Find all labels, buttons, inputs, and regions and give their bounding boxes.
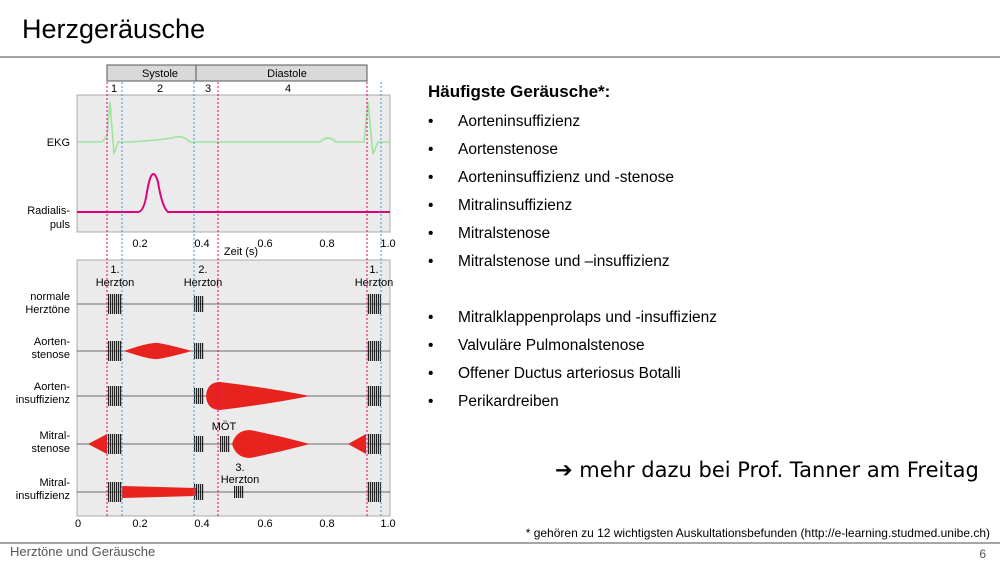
top-tick-02: 0.2 (132, 238, 148, 250)
first-heart-sound-again-text: Herzton (354, 277, 394, 289)
list-item (428, 138, 717, 166)
bottom-tick-08: 0.8 (319, 518, 335, 530)
list-item-text: Mitralstenose (458, 225, 551, 242)
third-heart-sound-num: 3. (235, 462, 245, 474)
row-label-mi-1: Mitral- (39, 477, 70, 489)
top-tick-10: 1.0 (380, 238, 396, 250)
list-item-text: Aorteninsuffizienz (458, 113, 581, 130)
phase-number-4: 4 (284, 83, 292, 95)
arrow-right-icon: ➔ (555, 458, 573, 482)
first-heart-sound-num: 1. (110, 264, 120, 276)
murmur-list-heading: Häufigste Geräusche*: (428, 82, 611, 101)
bottom-tick-06: 0.6 (257, 518, 273, 530)
bullet: • (428, 197, 434, 214)
phase-number-1: 1 (110, 83, 118, 95)
bullet: • (428, 253, 434, 270)
time-axis-label: Zeit (s) (223, 246, 259, 258)
list-item-text: Valvuläre Pulmonalstenose (458, 337, 645, 354)
row-label-ms-2: stenose (31, 443, 70, 455)
mot-label: MÖT (211, 421, 237, 433)
phase-number-3: 3 (204, 83, 212, 95)
list-spacer (428, 278, 717, 306)
top-tick-04: 0.4 (194, 238, 210, 250)
first-heart-sound-text: Herzton (95, 277, 135, 289)
bullet: • (428, 309, 434, 326)
bullet: • (428, 365, 434, 382)
row-label-normal-2: Herztöne (25, 304, 70, 316)
bullet: • (428, 393, 434, 410)
murmur-list (428, 110, 717, 418)
murmur-mitral-insufficiency (122, 486, 196, 498)
list-item (428, 110, 717, 138)
radialis-label-1: Radialis- (27, 205, 70, 217)
list-item (428, 166, 717, 194)
bottom-tick-10: 1.0 (380, 518, 396, 530)
list-item-text: Aortenstenose (458, 141, 558, 158)
list-item (428, 390, 717, 418)
bottom-tick-02: 0.2 (132, 518, 148, 530)
footer-title: Herztöne und Geräusche (10, 544, 156, 559)
bullet: • (428, 169, 434, 186)
reference-text: mehr dazu bei Prof. Tanner am Freitag (579, 458, 979, 482)
list-item (428, 250, 717, 278)
list-item-text: Mitralinsuffizienz (458, 197, 573, 214)
list-item (428, 334, 717, 362)
row-label-ai-1: Aorten- (33, 381, 70, 393)
row-label-mi-2: insuffizienz (15, 490, 70, 502)
list-item-text: Mitralstenose und –insuffizienz (458, 253, 670, 270)
title-divider (0, 56, 1000, 58)
bullet: • (428, 113, 434, 130)
radialis-label-2: puls (49, 219, 70, 231)
row-label-ms-1: Mitral- (39, 430, 70, 442)
top-tick-08: 0.8 (319, 238, 335, 250)
top-tick-06: 0.6 (257, 238, 273, 250)
list-item-text: Mitralklappenprolaps und -insuffizienz (458, 309, 718, 326)
phase-number-2: 2 (156, 83, 164, 95)
page-number: 6 (979, 547, 986, 561)
second-heart-sound-text: Herzton (183, 277, 223, 289)
row-label-as-2: stenose (31, 349, 70, 361)
list-item (428, 194, 717, 222)
bullet: • (428, 337, 434, 354)
phase-diastole: Diastole (267, 68, 307, 80)
list-item (428, 306, 717, 334)
list-item (428, 222, 717, 250)
row-label-normal-1: normale (30, 291, 70, 303)
first-heart-sound-again-num: 1. (369, 264, 379, 276)
row-label-as-1: Aorten- (33, 336, 70, 348)
heart-sounds-figure (10, 62, 406, 532)
list-item-text: Offener Ductus arteriosus Botalli (458, 365, 681, 382)
bottom-tick-04: 0.4 (194, 518, 210, 530)
second-heart-sound-num: 2. (198, 264, 208, 276)
footnote: * gehören zu 12 wichtigsten Auskultationsbefunden (http://e-learning.studmed.unibe.ch) (525, 526, 990, 540)
bullet: • (428, 141, 434, 158)
third-heart-sound-text: Herzton (220, 474, 260, 486)
phase-systole: Systole (141, 68, 179, 80)
bullet: • (428, 225, 434, 242)
list-item-text: Aorteninsuffizienz und -stenose (458, 169, 674, 186)
list-item-text: Perikardreiben (458, 393, 559, 410)
reference-note (555, 458, 979, 482)
slide-title: Herzgeräusche (22, 14, 206, 44)
row-label-ai-2: insuffizienz (15, 394, 70, 406)
list-item (428, 362, 717, 390)
bottom-tick-0: 0 (74, 518, 82, 530)
ekg-label: EKG (46, 137, 70, 149)
